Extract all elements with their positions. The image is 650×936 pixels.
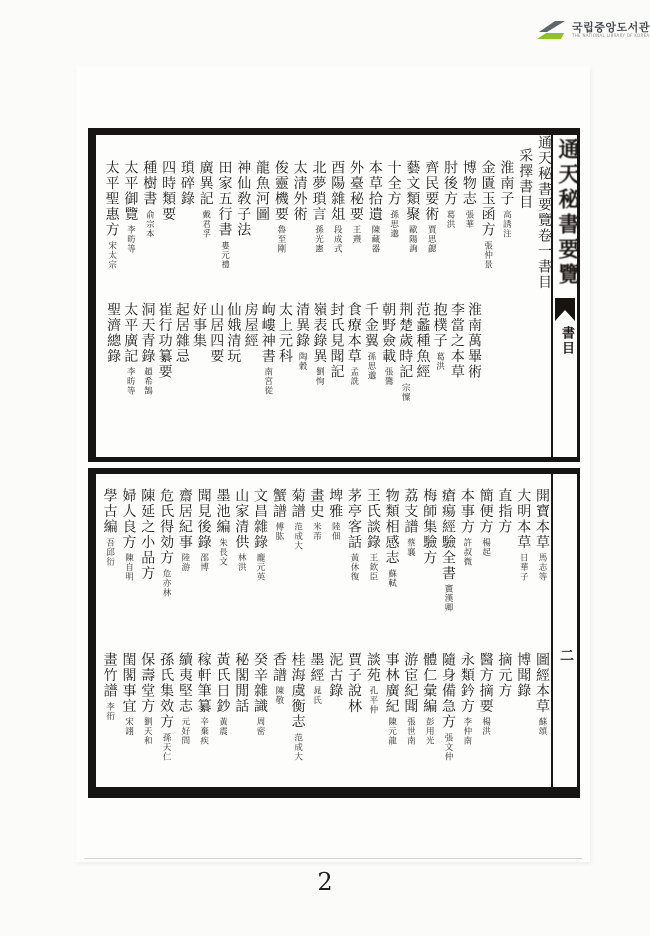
- book-title: 房屋經: [242, 302, 259, 349]
- book-title: 體仁彙編: [421, 652, 438, 714]
- book-title: 簡便方: [477, 488, 494, 535]
- book-title: 崔行功纂要: [156, 302, 173, 380]
- book-entry: [155, 488, 174, 650]
- book-entry: [475, 652, 494, 784]
- book-author: 宋太宗: [106, 240, 117, 269]
- book-author: 陳敬: [273, 686, 284, 705]
- book-author: 危亦林: [161, 568, 172, 597]
- fold-column-upper: [552, 134, 579, 458]
- fold-spine-title: 通天秘書要覽: [556, 138, 581, 288]
- nlk-logo-mark-icon: [537, 19, 567, 41]
- book-title: 太平聖惠方: [103, 160, 120, 238]
- book-author: 元好問: [179, 717, 190, 746]
- book-title: 學古編: [101, 488, 118, 535]
- book-entry: [494, 652, 513, 784]
- book-author: 魯至剛: [275, 225, 286, 254]
- book-title: 廣異記: [197, 160, 214, 207]
- leaf-number: 二: [558, 648, 574, 662]
- book-entry: [293, 302, 310, 457]
- book-title: 隨身備急方: [440, 652, 457, 730]
- book-author: 趙希鵠: [142, 367, 153, 396]
- book-title: 賈子說林: [346, 652, 363, 714]
- book-title: 荆楚歲時記: [397, 302, 414, 380]
- book-title: 岣嶁神書: [259, 302, 276, 364]
- book-entry: [306, 652, 325, 784]
- book-entry: [230, 488, 249, 650]
- book-author: 蘇頌: [537, 717, 547, 736]
- book-title: 王氏談錄: [364, 488, 381, 550]
- book-entry: [207, 302, 224, 457]
- book-title: 保壽堂方: [139, 652, 156, 714]
- book-author: 孟詵: [348, 367, 359, 386]
- book-author: 段成式: [332, 225, 343, 254]
- book-title: 外臺秘要: [348, 160, 365, 222]
- book-entry: [324, 488, 343, 650]
- book-entry: [287, 652, 306, 784]
- book-entry: [155, 302, 172, 457]
- book-author: 賈思勰: [426, 225, 437, 254]
- nlk-logo: [537, 13, 650, 47]
- book-title: 泥古錄: [327, 652, 344, 699]
- book-title: 墨經: [308, 652, 325, 683]
- book-author: 蘇軾: [386, 568, 397, 588]
- book-entry: [381, 652, 400, 784]
- book-author: 楊洪: [480, 717, 491, 736]
- book-author: 龐元英: [255, 553, 266, 582]
- book-author: 陳自明: [123, 553, 134, 582]
- book-entry: [512, 488, 531, 650]
- book-title: 陳延之小品方: [139, 488, 156, 581]
- book-title: 太清外術: [291, 160, 308, 222]
- logo-english-text: THE NATIONAL LIBRARY OF KOREA: [572, 33, 650, 39]
- book-entry: [496, 135, 515, 457]
- book-title: 續夷堅志: [176, 652, 193, 714]
- book-entry: [99, 652, 118, 784]
- book-author: 宋詡: [123, 717, 134, 736]
- book-author: 張世南: [405, 717, 416, 746]
- book-author: 楊起: [480, 537, 491, 557]
- book-title: 四時類要: [160, 160, 177, 222]
- book-title: 癸辛雜識: [252, 652, 269, 714]
- book-author: 蔡襄: [405, 537, 416, 557]
- book-author: 陳藏器: [369, 225, 380, 254]
- book-author: 日華子: [518, 553, 529, 582]
- book-author: 李仲南: [461, 717, 472, 746]
- book-author: 陶穀: [297, 351, 308, 371]
- book-author: 彭用光: [424, 717, 435, 746]
- book-entry: [379, 302, 396, 457]
- book-entry: [531, 652, 550, 784]
- book-entry: [121, 302, 138, 457]
- book-title: 畫史: [308, 488, 325, 519]
- book-title: 山居四要: [208, 302, 225, 364]
- book-author: 米芾: [311, 522, 322, 541]
- book-title: 龍魚河圖: [254, 160, 271, 222]
- book-entry: [268, 652, 287, 784]
- book-title: 直指方: [496, 488, 513, 535]
- book-entry: [174, 488, 193, 650]
- book-author: 辛棄疾: [198, 717, 209, 746]
- book-title: 李當之本草: [448, 302, 465, 380]
- book-title: 本事方: [458, 488, 475, 535]
- book-title: 太平廣記: [122, 302, 139, 364]
- book-title: 通天秘書要覽卷一書目: [536, 135, 552, 290]
- book-title: 荔支譜: [402, 488, 419, 535]
- book-title: 游宦紀聞: [402, 652, 419, 714]
- book-author: 黃震: [217, 717, 228, 736]
- book-entry: [306, 488, 325, 650]
- book-title: 太平御覽: [122, 160, 139, 222]
- book-title: 墨池編: [214, 488, 231, 535]
- book-entry: [448, 302, 465, 457]
- book-title: 封氏見聞記: [328, 302, 345, 380]
- book-title: 俊靈機要: [272, 160, 289, 222]
- book-title: 桂海虞衡志: [289, 652, 306, 730]
- book-title: 肘後方: [442, 160, 459, 207]
- book-title: 北夢瑣言: [310, 160, 327, 222]
- book-title: 藝文類聚: [404, 160, 421, 222]
- book-title: 香譜: [270, 652, 287, 683]
- book-author: 王燾: [351, 225, 362, 244]
- book-title: 太上元科: [276, 302, 293, 364]
- book-title: 危氏得効方: [158, 488, 175, 566]
- book-entry: [400, 488, 419, 650]
- book-author: 吾邱衍: [104, 537, 115, 566]
- book-entry: [276, 302, 293, 457]
- book-entry: [136, 652, 155, 784]
- book-title: 食療本草: [345, 302, 362, 364]
- book-author: 李昉等: [125, 225, 136, 254]
- book-entry: [190, 302, 207, 457]
- book-title: 田家五行書: [216, 160, 233, 238]
- book-author: 朱長文: [217, 537, 228, 566]
- book-entry: [400, 652, 419, 784]
- book-entry: [138, 302, 155, 457]
- book-title: 埤雅: [327, 488, 344, 519]
- book-author: 邵博: [198, 553, 209, 572]
- book-entry: [174, 652, 193, 784]
- book-title: 永類鈐方: [458, 652, 475, 714]
- book-title: 淮南子: [498, 160, 515, 207]
- book-title: 清異錄: [294, 302, 311, 349]
- book-author: 高誘注: [501, 209, 512, 238]
- book-entry: [381, 488, 400, 650]
- book-title: 秘閣閒話: [233, 652, 250, 714]
- book-author: 歐陽詢: [407, 225, 418, 254]
- book-author: 竇漢卿: [443, 584, 454, 613]
- book-title: 朝野僉載: [380, 302, 397, 364]
- book-title: 神仙敎子法: [235, 160, 252, 238]
- book-entry: [193, 488, 212, 650]
- book-entry: [512, 652, 531, 784]
- book-title: 畫竹譜: [101, 652, 118, 699]
- book-title: 醫方摘要: [477, 652, 494, 714]
- book-entry: [193, 652, 212, 784]
- book-entry: [345, 302, 362, 457]
- book-author: 范成大: [292, 522, 303, 551]
- book-title: 物類相感志: [383, 488, 400, 566]
- fold-divider-lower: [551, 474, 553, 787]
- book-title: 文昌雜錄: [252, 488, 269, 550]
- book-entry: [310, 302, 327, 457]
- page-number: 2: [317, 868, 333, 896]
- book-entry: [362, 652, 381, 784]
- book-title: 圖經本草: [534, 652, 550, 714]
- book-title: 仙娥清玩: [225, 302, 242, 364]
- book-author: 張仲景: [482, 240, 493, 269]
- book-title: 閨閣事宜: [120, 652, 137, 714]
- book-author: 孫思邈: [365, 351, 376, 380]
- logo-korean-text: 국립중앙도서관: [572, 20, 650, 34]
- book-entry: [155, 652, 174, 784]
- fold-section-label: 書目: [559, 326, 574, 356]
- book-entry: [437, 652, 456, 784]
- book-entry: [362, 302, 379, 457]
- book-entry: [241, 302, 258, 457]
- book-entry: [173, 302, 190, 457]
- book-author: 范成大: [292, 732, 303, 761]
- book-author: 許叔微: [461, 537, 472, 566]
- book-entry: [413, 302, 430, 457]
- book-author: 李衎: [104, 701, 115, 721]
- book-entry: [456, 652, 475, 784]
- book-entry: [362, 488, 381, 650]
- book-entry: [475, 488, 494, 650]
- book-entry: [494, 488, 513, 650]
- book-entry: [99, 488, 118, 650]
- book-entry: [418, 652, 437, 784]
- book-author: 孫光憲: [313, 225, 324, 254]
- paper-bottom-edge: [84, 858, 582, 859]
- book-entry: [212, 488, 231, 650]
- book-title: 菊譜: [289, 488, 306, 519]
- book-title: 齋居紀事: [176, 488, 193, 550]
- book-author: 婁元禮: [219, 240, 230, 269]
- book-entry: [437, 488, 456, 650]
- book-title: 開寶本草: [534, 488, 550, 550]
- book-title: 談苑: [364, 652, 381, 683]
- book-title: 瑣碎錄: [178, 160, 195, 207]
- book-author: 孫思邈: [388, 209, 399, 238]
- book-author: 孔平仲: [367, 686, 378, 715]
- book-entry: [212, 652, 231, 784]
- book-entry: [514, 135, 533, 457]
- book-title: 事林廣紀: [383, 652, 400, 714]
- book-entry: [324, 652, 343, 784]
- book-title: 起居雜忌: [173, 302, 190, 364]
- book-list-band-4: [100, 652, 550, 784]
- book-title: 孫氏集效方: [158, 652, 175, 730]
- book-title: 淮南萬畢術: [466, 302, 482, 380]
- book-author: 周密: [255, 717, 266, 736]
- book-author: 陸游: [179, 553, 190, 572]
- book-title: 大明本草: [515, 488, 532, 550]
- book-author: 陸佃: [330, 522, 341, 541]
- book-author: 馬志等: [537, 553, 547, 582]
- book-title: 蟹譜: [270, 488, 287, 519]
- book-entry: [268, 488, 287, 650]
- book-title: 聞見後錄: [195, 488, 212, 550]
- book-entry: [327, 302, 344, 457]
- book-title: 博聞錄: [515, 652, 532, 699]
- book-title: 梅師集驗方: [421, 488, 438, 566]
- book-entry: [418, 488, 437, 650]
- book-entry: [456, 488, 475, 650]
- book-author: 俞宗本: [144, 209, 155, 238]
- book-entry: [531, 488, 550, 650]
- book-entry: [343, 488, 362, 650]
- book-entry: [249, 652, 268, 784]
- book-entry: [287, 488, 306, 650]
- book-title: 范蠡種魚經: [414, 302, 431, 380]
- book-author: 張鷟: [383, 367, 394, 386]
- book-author: 王欽臣: [367, 553, 378, 582]
- book-title: 瘡瘍經驗全書: [440, 488, 457, 581]
- book-author: 李昉等: [125, 367, 136, 396]
- book-title: 抱樸子: [431, 302, 448, 349]
- book-author: 孫天仁: [161, 732, 172, 761]
- book-list-band-2: [104, 302, 482, 457]
- book-title: 嶺表錄異: [311, 302, 328, 364]
- book-author: 林洪: [236, 553, 247, 572]
- book-entry: [118, 488, 137, 650]
- book-author: 陳元龍: [386, 717, 397, 746]
- book-title: 種樹書: [141, 160, 158, 207]
- book-author: 傅肱: [273, 522, 284, 541]
- book-author: 黃休復: [349, 553, 360, 582]
- book-entry: [118, 652, 137, 784]
- book-entry: [104, 302, 121, 457]
- book-title: 聖濟總錄: [105, 302, 122, 364]
- book-title: 洞天青錄: [139, 302, 156, 364]
- book-author: 晁氏: [311, 686, 322, 705]
- book-author: 宗懍: [400, 382, 411, 402]
- book-title: 好事集: [191, 302, 207, 349]
- book-title: 本草拾遺: [366, 160, 383, 222]
- book-entry: [259, 302, 276, 457]
- book-title: 千金翼: [362, 302, 379, 349]
- book-entry: [396, 302, 413, 457]
- book-title: 茅亭客話: [346, 488, 363, 550]
- book-author: 葛洪: [445, 209, 456, 229]
- book-author: 戴君孚: [200, 209, 211, 238]
- book-title: 摘元方: [496, 652, 513, 699]
- book-author: 張華: [463, 209, 474, 229]
- book-title: 稼軒筆纂: [195, 652, 212, 714]
- fishtail-icon: [555, 298, 575, 322]
- book-entry: [230, 652, 249, 784]
- book-title: 博物志: [460, 160, 477, 207]
- book-entry: [533, 135, 552, 457]
- book-title: 酉陽雜俎: [329, 160, 346, 222]
- book-title: 婦人良方: [120, 488, 137, 550]
- book-author: 葛洪: [434, 351, 445, 371]
- book-entry: [343, 652, 362, 784]
- book-title: 山家清供: [233, 488, 250, 550]
- book-author: 張文仲: [443, 732, 454, 761]
- book-entry: [136, 488, 155, 650]
- book-entry: [249, 488, 268, 650]
- book-entry: [430, 302, 447, 457]
- book-title: 十全方: [385, 160, 402, 207]
- book-author: 劉天和: [142, 717, 153, 746]
- book-title: 金匱玉函方: [479, 160, 496, 238]
- book-author: 南宮從: [262, 367, 273, 396]
- book-title: 采擇書目: [517, 148, 534, 210]
- book-title: 黃氏日鈔: [214, 652, 231, 714]
- book-author: 劉恂: [314, 367, 325, 386]
- book-entry: [224, 302, 241, 457]
- book-entry: [465, 302, 482, 457]
- book-list-band-3: [100, 488, 550, 650]
- book-title: 齊民要術: [423, 160, 440, 222]
